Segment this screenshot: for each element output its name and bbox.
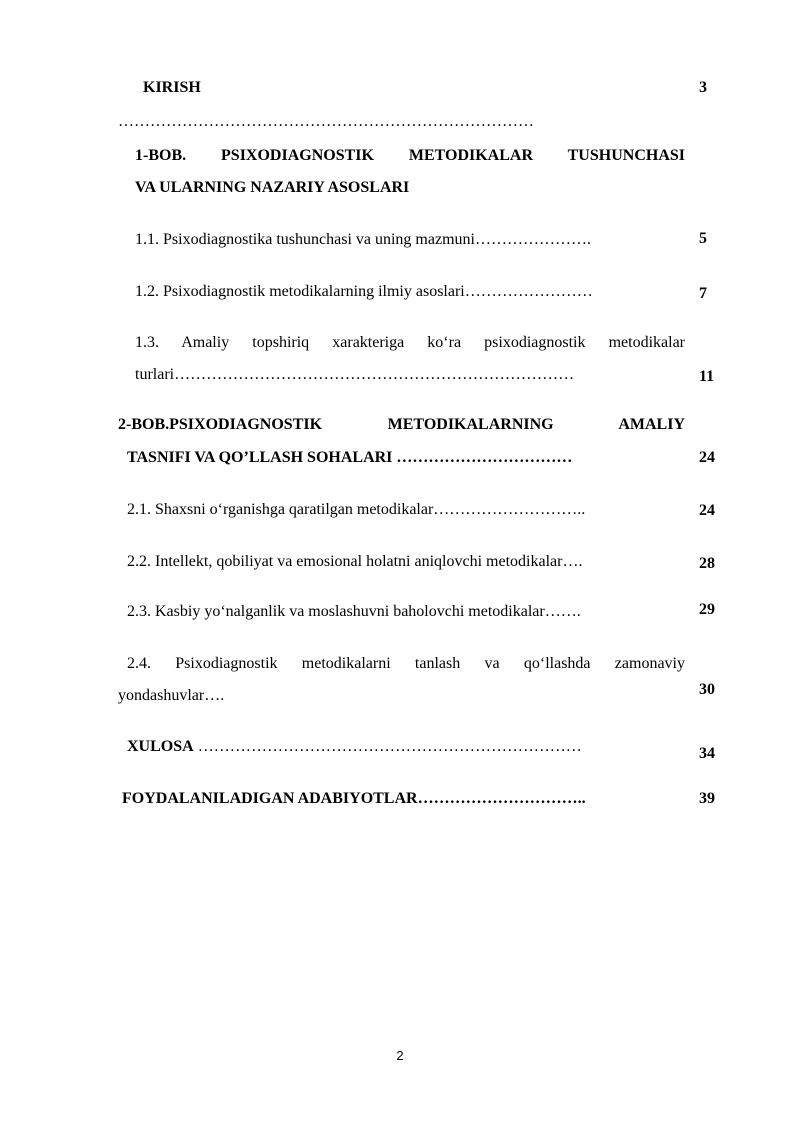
toc-section-2-2: 2.2. Intellekt, qobiliyat va emosional holatni aniqlovchi metodikalar…. bbox=[127, 553, 583, 570]
toc-chapter2-page: 24 bbox=[699, 449, 715, 466]
toc-adabiyotlar: FOYDALANILADIGAN ADABIYOTLAR………………………….. bbox=[122, 790, 586, 807]
toc-xulosa bbox=[127, 737, 582, 757]
toc-section-1-3-line2: turlari………………………………………………………………… bbox=[135, 366, 575, 383]
toc-section-2-4-line1: 2.4. Psixodiagnostik metodikalarni tanlash va qo‘llashda zamonaviy bbox=[127, 655, 685, 672]
toc-kirish-title: KIRISH bbox=[143, 79, 201, 96]
toc-section-2-2-page: 28 bbox=[699, 555, 715, 572]
toc-kirish-page: 3 bbox=[699, 79, 707, 96]
toc-section-1-3-line1: 1.3. Amaliy topshiriq xarakteriga ko‘ra psixodiagnostik metodikalar bbox=[135, 334, 685, 351]
toc-adabiyotlar-page: 39 bbox=[699, 790, 715, 807]
toc-section-1-1: 1.1. Psixodiagnostika tushunchasi va uning mazmuni…………………. bbox=[135, 231, 591, 248]
toc-section-2-1: 2.1. Shaxsni o‘rganishga qaratilgan metodikalar……………………….. bbox=[127, 501, 586, 518]
toc-section-2-1-page: 24 bbox=[699, 502, 715, 519]
toc-chapter2-title-line1: 2-BOB.PSIXODIAGNOSTIK METODIKALARNING AMALIY bbox=[118, 416, 685, 433]
toc-xulosa-dots: ……………………………………………………………… bbox=[193, 738, 582, 755]
toc-xulosa-page: 34 bbox=[699, 745, 715, 762]
page-number: 2 bbox=[396, 1048, 404, 1063]
toc-chapter1-title-line1: 1-BOB. PSIXODIAGNOSTIK METODIKALAR TUSHUNCHASI bbox=[135, 147, 685, 164]
toc-section-1-3-page: 11 bbox=[699, 368, 715, 385]
toc-section-1-1-page: 5 bbox=[699, 230, 707, 247]
toc-section-1-2-page: 7 bbox=[699, 285, 707, 302]
toc-section-2-4-page: 30 bbox=[699, 681, 715, 698]
toc-chapter1-title-line2: VA ULARNING NAZARIY ASOSLARI bbox=[135, 179, 410, 196]
toc-chapter2-title-line2: TASNIFI VA QO’LLASH SOHALARI …………………………… bbox=[127, 449, 573, 466]
toc-section-2-3: 2.3. Kasbiy yo‘nalganlik va moslashuvni baholovchi metodikalar……. bbox=[127, 603, 581, 620]
toc-section-2-3-page: 29 bbox=[699, 601, 715, 618]
toc-section-1-2: 1.2. Psixodiagnostik metodikalarning ilmiy asoslari…………………… bbox=[135, 283, 593, 300]
toc-xulosa-title: XULOSA bbox=[127, 738, 194, 755]
toc-kirish-dots: …………………………………………………………………… bbox=[118, 113, 534, 130]
toc-section-2-4-line2: yondashuvlar…. bbox=[118, 687, 225, 704]
